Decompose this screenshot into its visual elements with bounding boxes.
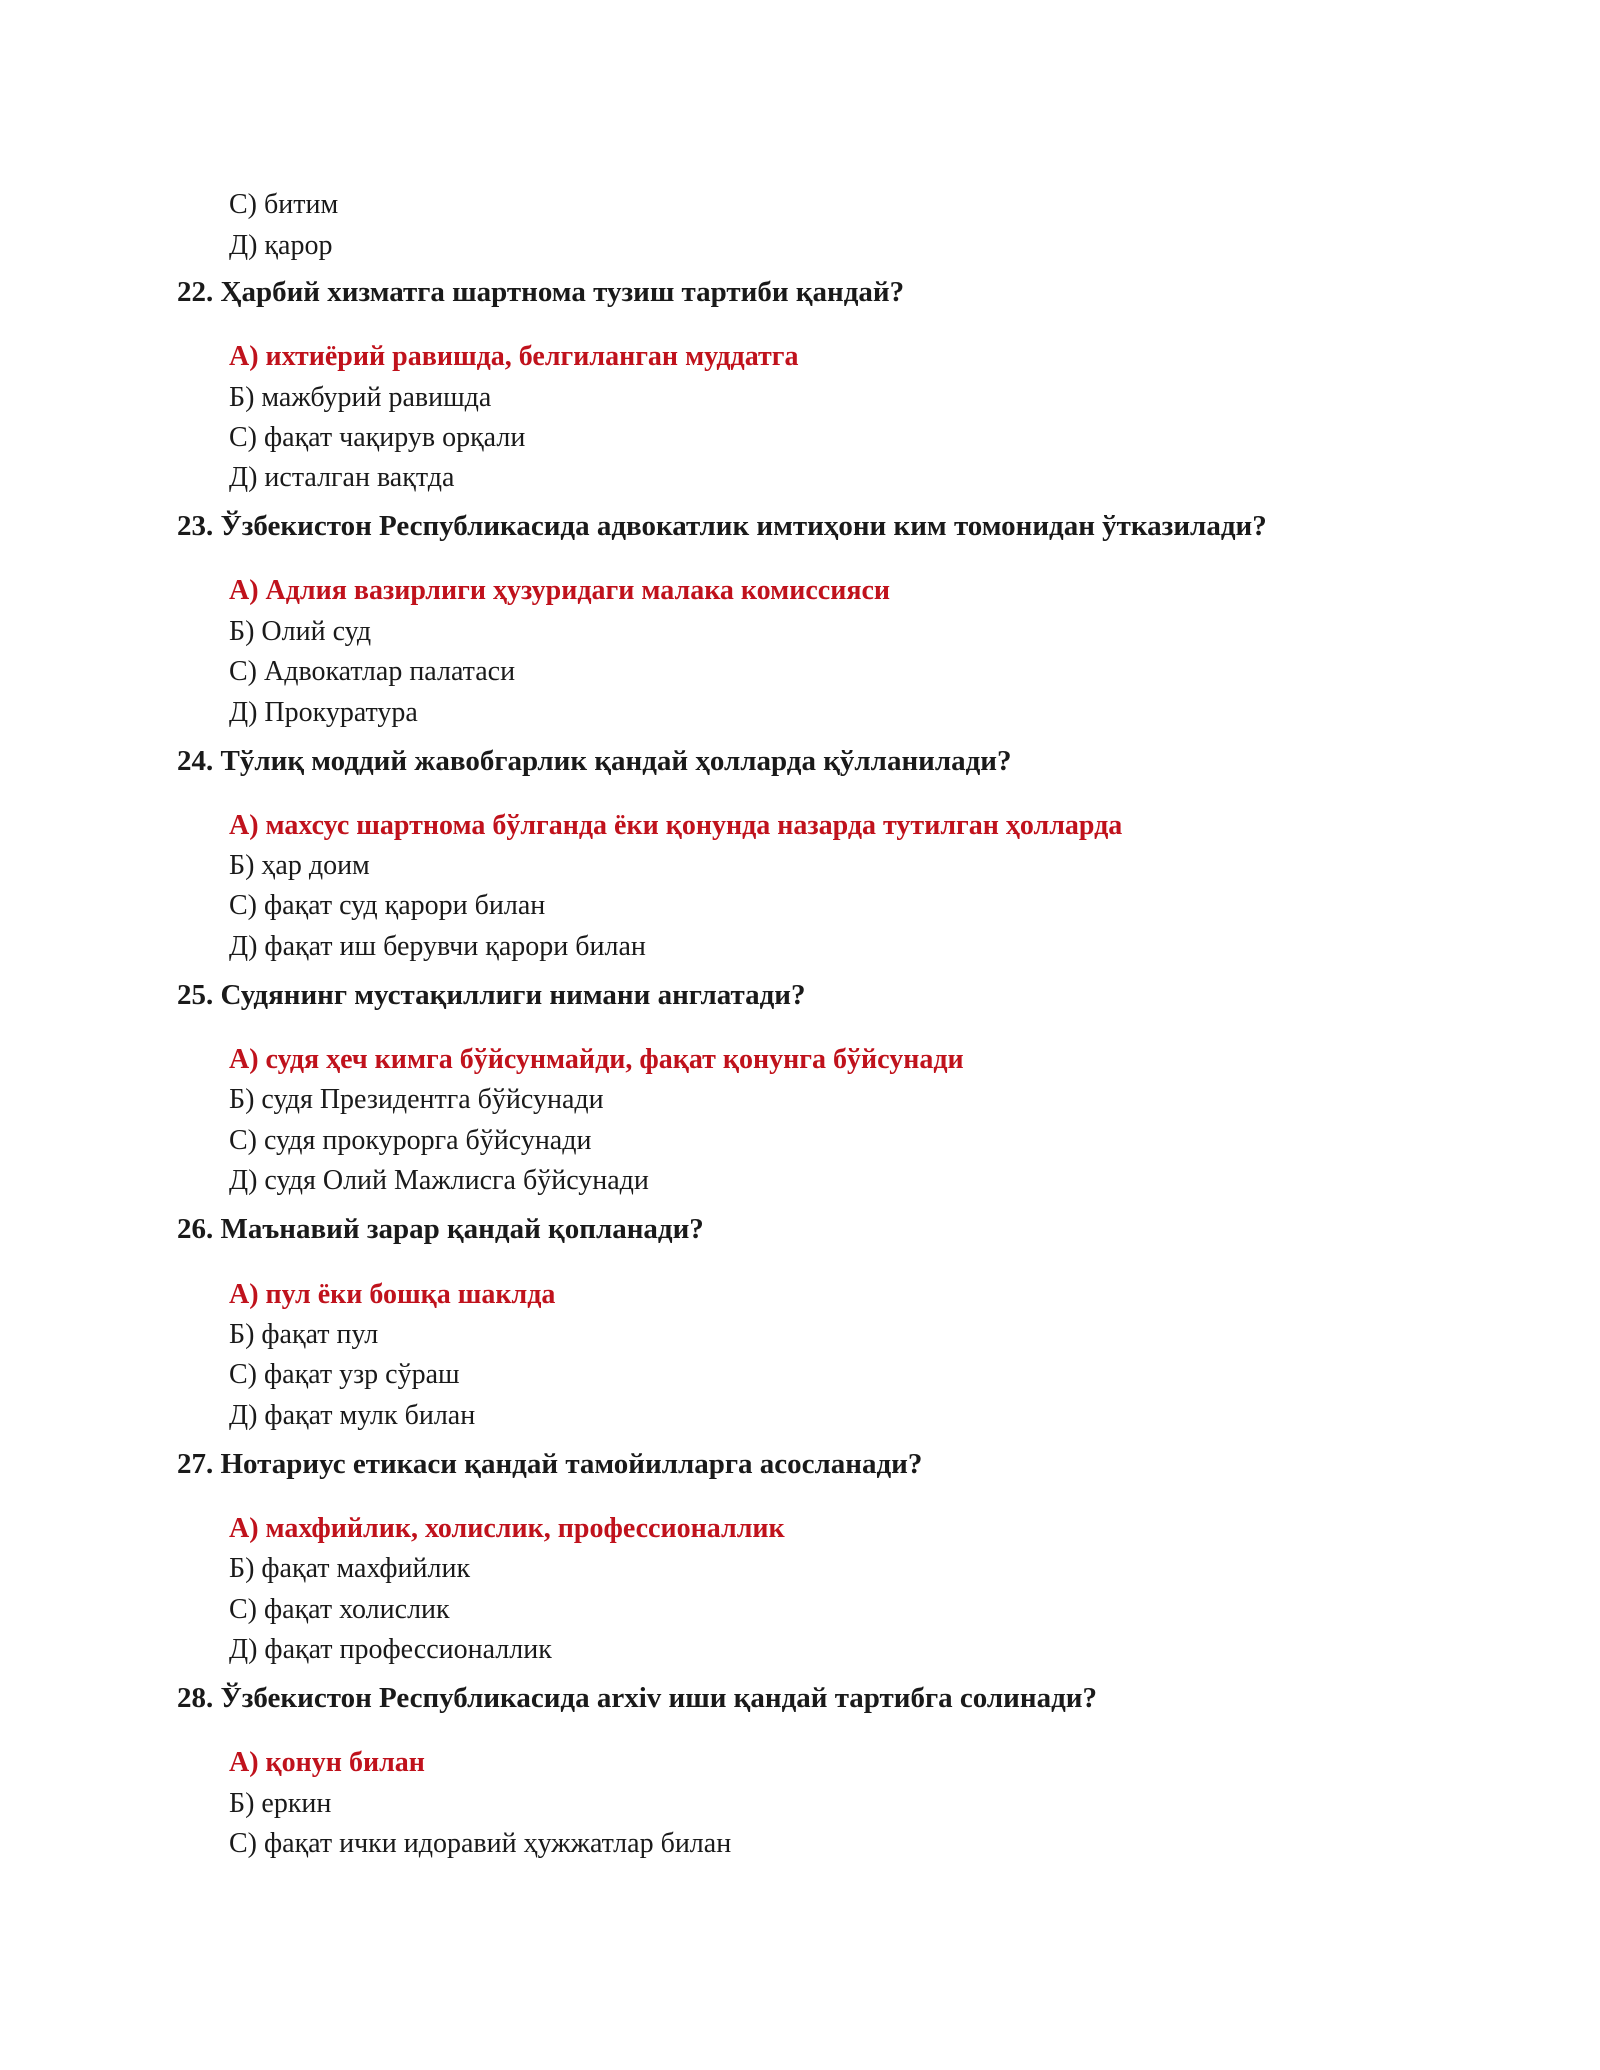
correct-answer-option: А) махсус шартнома бўлганда ёки қонунда назарда тутилган ҳолларда <box>229 810 1123 841</box>
answer-option: Б) фақат пул <box>229 1319 379 1350</box>
answer-option: Д) судя Олий Мажлисга бўйсунади <box>229 1165 649 1196</box>
question-title: 23. Ўзбекистон Республикасида адвокатлик имтиҳони ким томонидан ўтказилади? <box>177 510 1267 542</box>
correct-answer-option: А) қонун билан <box>229 1747 425 1778</box>
answer-option: С) фақат узр сўраш <box>229 1359 460 1390</box>
answer-option: Д) фақат иш берувчи қарори билан <box>229 931 646 962</box>
answer-option: Б) еркин <box>229 1788 332 1819</box>
correct-answer-option: А) Адлия вазирлиги ҳузуридаги малака комиссияси <box>229 575 891 606</box>
correct-answer-option: А) махфийлик, холислик, профессионаллик <box>229 1513 785 1544</box>
question-title: 26. Маънавий зарар қандай қопланади? <box>177 1213 704 1245</box>
answer-option: Д) фақат профессионаллик <box>229 1634 552 1665</box>
question-title: 22. Ҳарбий хизматга шартнома тузиш тартиби қандай? <box>177 276 905 308</box>
answer-option: С) фақат холислик <box>229 1594 450 1625</box>
answer-option: Д) фақат мулк билан <box>229 1400 476 1431</box>
correct-answer-option: А) ихтиёрий равишда, белгиланган муддатга <box>229 341 799 372</box>
answer-option: Б) Олий суд <box>229 616 372 647</box>
question-title: 28. Ўзбекистон Республикасида arxiv иши қандай тартибга солинади? <box>177 1682 1097 1714</box>
answer-option: Д) қарор <box>229 230 333 261</box>
answer-option: Б) судя Президентга бўйсунади <box>229 1084 604 1115</box>
answer-option: Б) ҳар доим <box>229 850 370 881</box>
answer-option: С) битим <box>229 189 339 220</box>
answer-option: С) судя прокурорга бўйсунади <box>229 1125 592 1156</box>
answer-option: Д) исталган вақтда <box>229 462 455 493</box>
answer-option: Д) Прокуратура <box>229 697 418 728</box>
question-title: 27. Нотариус етикаси қандай тамойилларга асосланади? <box>177 1448 923 1480</box>
question-title: 24. Тўлиқ моддий жавобгарлик қандай ҳолларда қўлланилади? <box>177 745 1012 777</box>
question-title: 25. Судянинг мустақиллиги нимани англатади? <box>177 979 806 1011</box>
answer-option: Б) мажбурий равишда <box>229 382 492 413</box>
answer-option: С) фақат ички идоравий ҳужжатлар билан <box>229 1828 732 1859</box>
answer-option: С) Адвокатлар палатаси <box>229 656 516 687</box>
answer-option: Б) фақат махфийлик <box>229 1553 471 1584</box>
answer-option: С) фақат чақирув орқали <box>229 422 526 453</box>
correct-answer-option: А) пул ёки бошқа шаклда <box>229 1279 556 1310</box>
correct-answer-option: А) судя ҳеч кимга бўйсунмайди, фақат қонунга бўйсунади <box>229 1044 964 1075</box>
answer-option: С) фақат суд қарори билан <box>229 890 546 921</box>
